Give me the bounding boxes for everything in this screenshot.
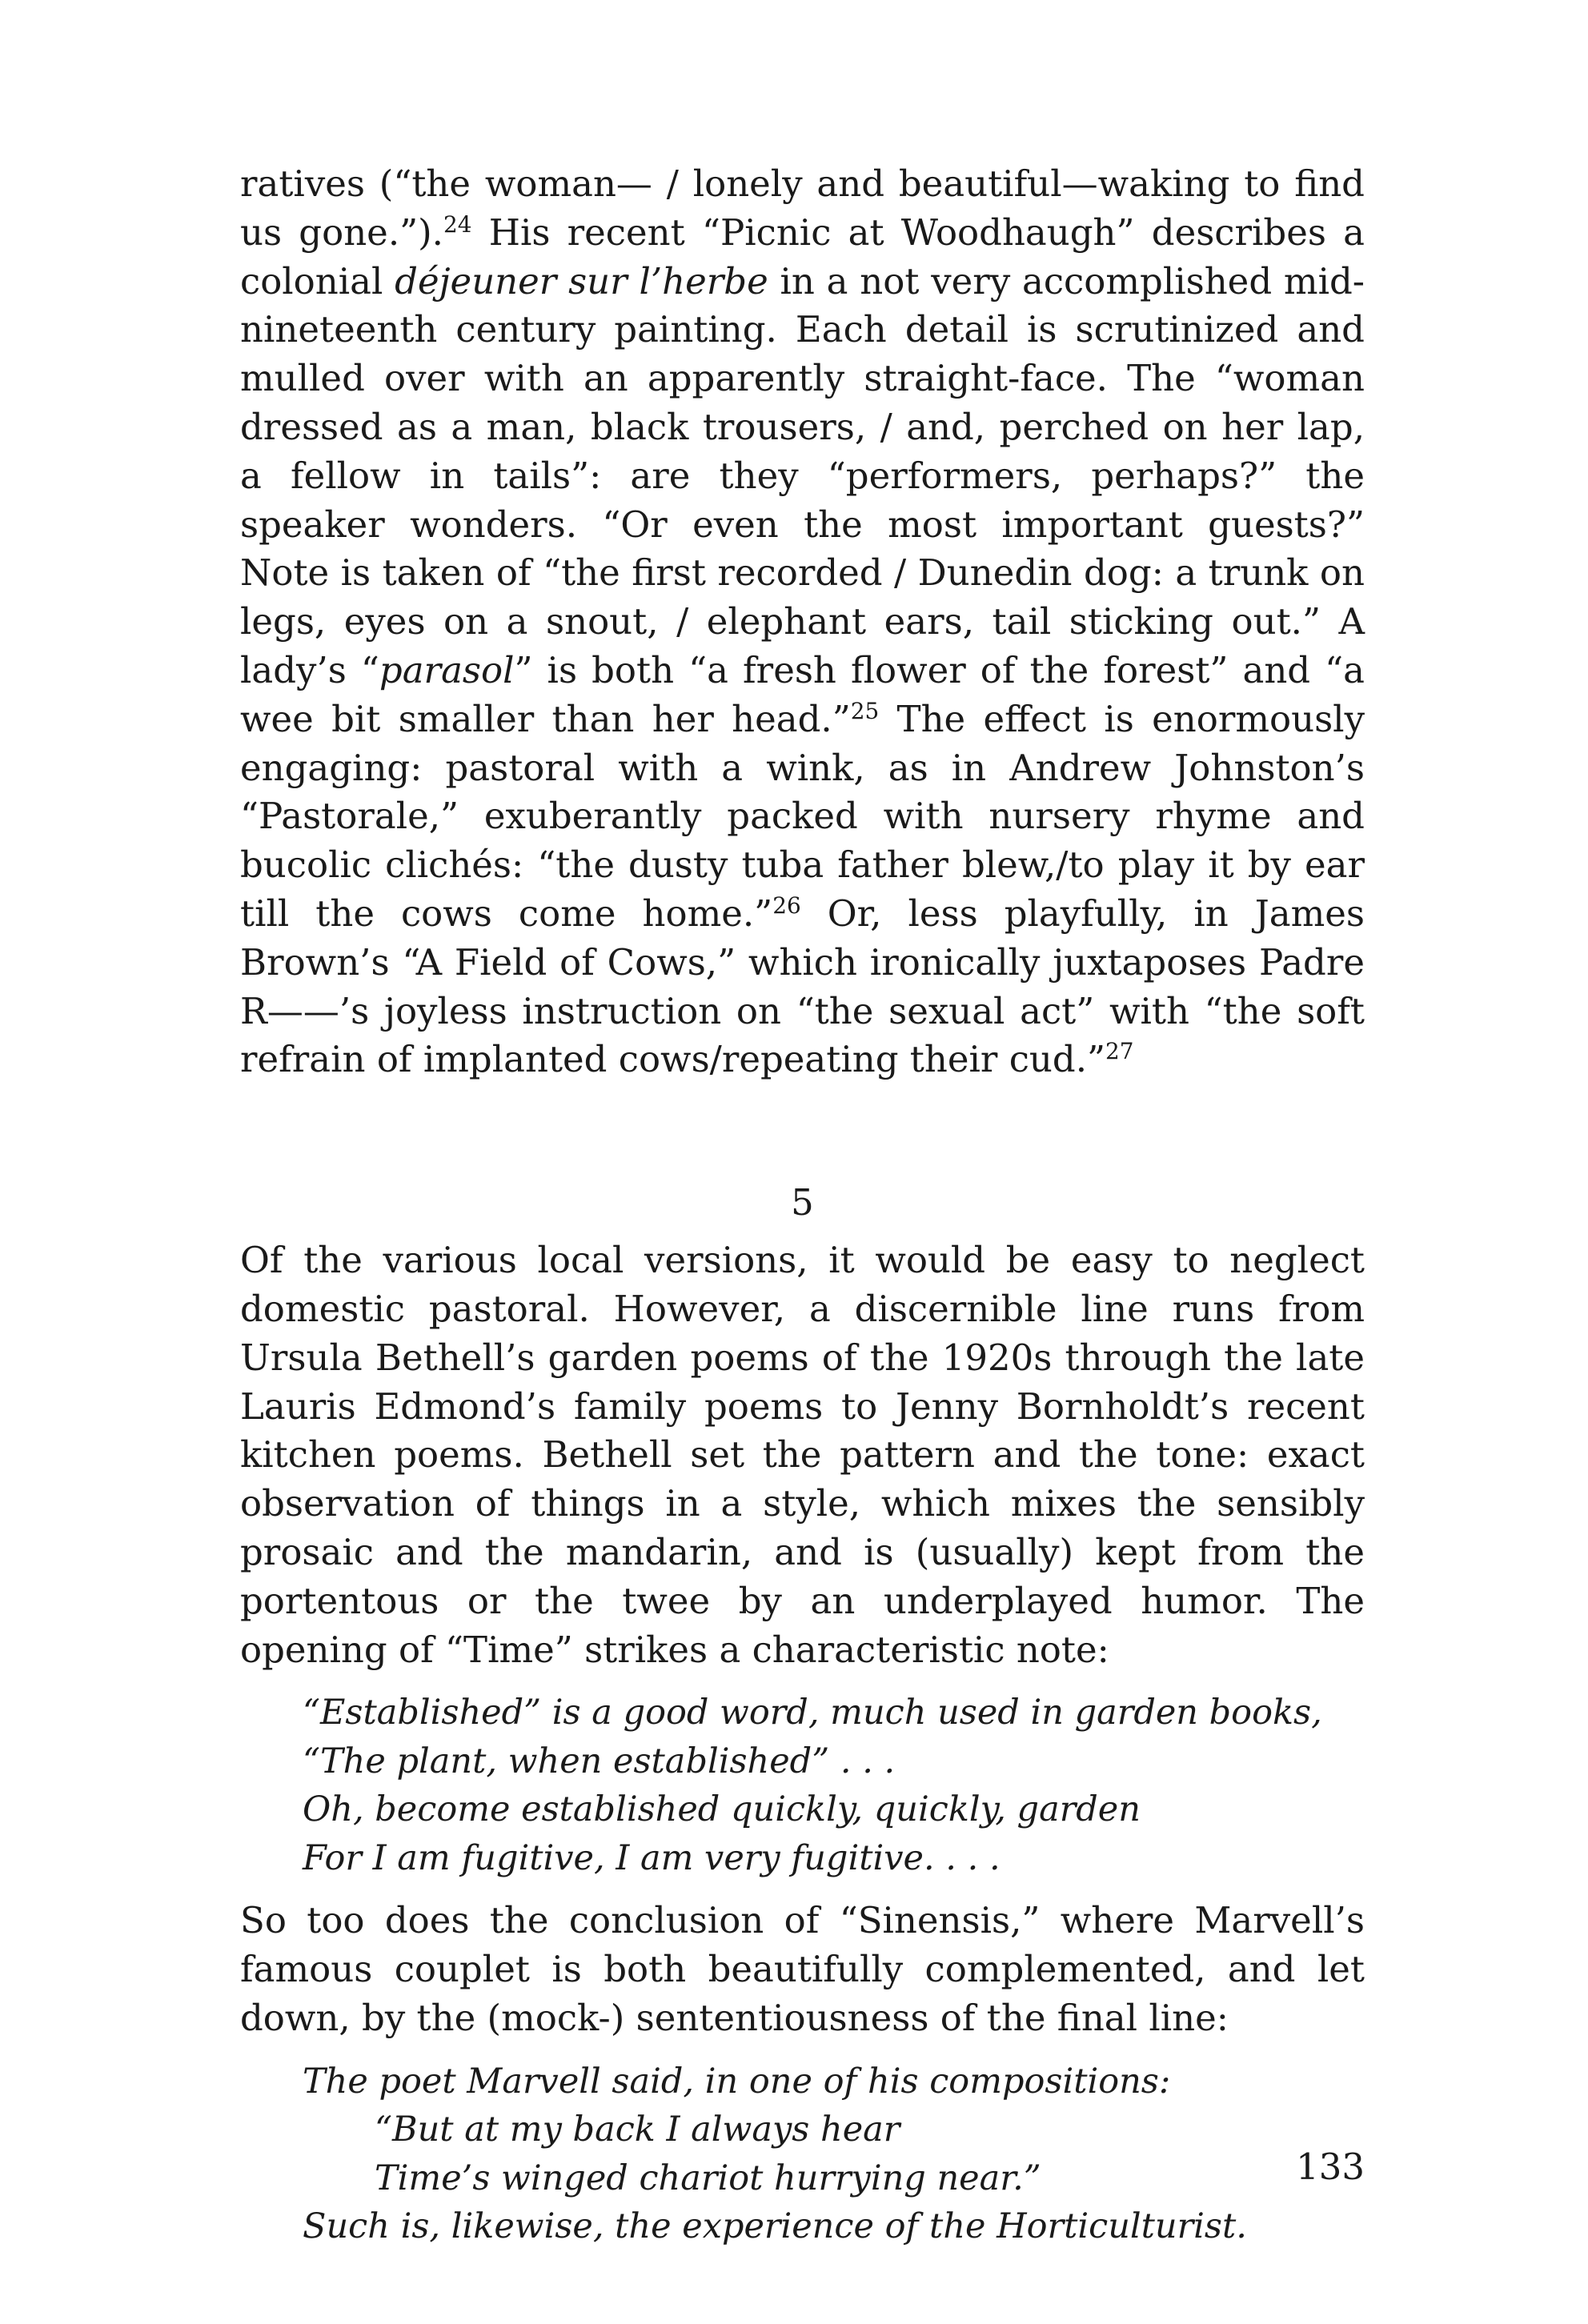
italic-phrase: déjeuner sur l’herbe bbox=[395, 259, 768, 303]
footnote-ref-27[interactable]: 27 bbox=[1105, 1038, 1134, 1065]
verse-line: “Established” is a good word, much used in garden books, bbox=[303, 1693, 1322, 1733]
footnote-ref-24[interactable]: 24 bbox=[443, 210, 472, 238]
paragraph-domestic-pastoral: Of the various local versions, it would be easy to neglect domestic pastoral. However, a discernible line runs from Ursula Bethell’s garden poems of the 1920s through the late Lauris Edmond’s family poems to Jenny Bornholdt’s recent kitchen poems. Bethell set the pattern and the tone: exact observation of things in a style, which mixes the sensibly prosaic and the mandarin, and is (usually) kept from the portentous or the twee by an underplayed humor. The opening of “Time” strikes a characteristic note: bbox=[240, 1239, 1365, 1671]
footnote-ref-25[interactable]: 25 bbox=[850, 697, 880, 724]
verse-line-indented: “But at my back I always hear bbox=[375, 2110, 900, 2150]
section-number: 5 bbox=[791, 1181, 814, 1224]
page-body bbox=[240, 160, 1365, 2266]
text-run: His recent “Picnic at Woodhaugh” describes a colonial bbox=[240, 210, 1365, 303]
verse-line: The poet Marvell said, in one of his compositions: bbox=[303, 2061, 1171, 2102]
text-run: in a not very accomplished mid-nineteenth century painting. Each detail is scrutinized and mulled over with an apparently straight-face. The “woman dressed as a man, black trousers, / and, perched on her lap, a fellow in tails”: are they “performers, perhaps?” the speaker wonders. “Or even the most important guests?” Note is taken of “the first recorded / Dunedin dog: a trunk on legs, eyes on a snout, / elephant ears, tail sticking out.” A lady’s “ bbox=[240, 259, 1365, 691]
paragraph-sinensis: So too does the conclusion of “Sinensis,” where Marvell’s famous couplet is both beautifully complemented, and let down, by the (mock-) sententiousness of the final line: bbox=[240, 1899, 1365, 2039]
text-run: ratives (“the woman— / lonely and beautiful—waking to find us gone.”). bbox=[240, 162, 1365, 254]
text-run: The effect is enormously engaging: pastoral with a wink, as in Andrew Johnston’s “Pastorale,” exuberantly packed with nursery rhyme and bucolic clichés: “the dusty tuba father blew,/to play it by ear till the cows come home.” bbox=[240, 697, 1365, 935]
paragraph-pastoral-examples bbox=[240, 160, 1365, 1084]
italic-phrase: parasol bbox=[379, 648, 515, 691]
page-number: 133 bbox=[1296, 2146, 1365, 2188]
verse-quote-sinensis bbox=[303, 2058, 1365, 2251]
text-run: Or, less playfully, in James Brown’s “A Field of Cows,” which ironically juxtaposes Padre R——’s joyless instruction on “the sexual act” with “the soft refrain of implanted cows/repeating their cud.” bbox=[240, 892, 1365, 1081]
verse-line: For I am fugitive, I am very fugitive. . . . bbox=[303, 1837, 1001, 1878]
text-run: ” is both “a fresh flower of the forest” and “a wee bit smaller than her head.” bbox=[240, 648, 1365, 740]
verse-line: Oh, become established quickly, quickly, garden bbox=[303, 1789, 1141, 1830]
verse-quote-time bbox=[303, 1689, 1365, 1882]
verse-line: Such is, likewise, the experience of the Horticulturist. bbox=[303, 2206, 1247, 2247]
verse-line: “The plant, when established” . . . bbox=[303, 1741, 896, 1781]
footnote-ref-26[interactable]: 26 bbox=[772, 892, 801, 919]
verse-line-indented: Time’s winged chariot hurrying near.” bbox=[375, 2158, 1041, 2198]
